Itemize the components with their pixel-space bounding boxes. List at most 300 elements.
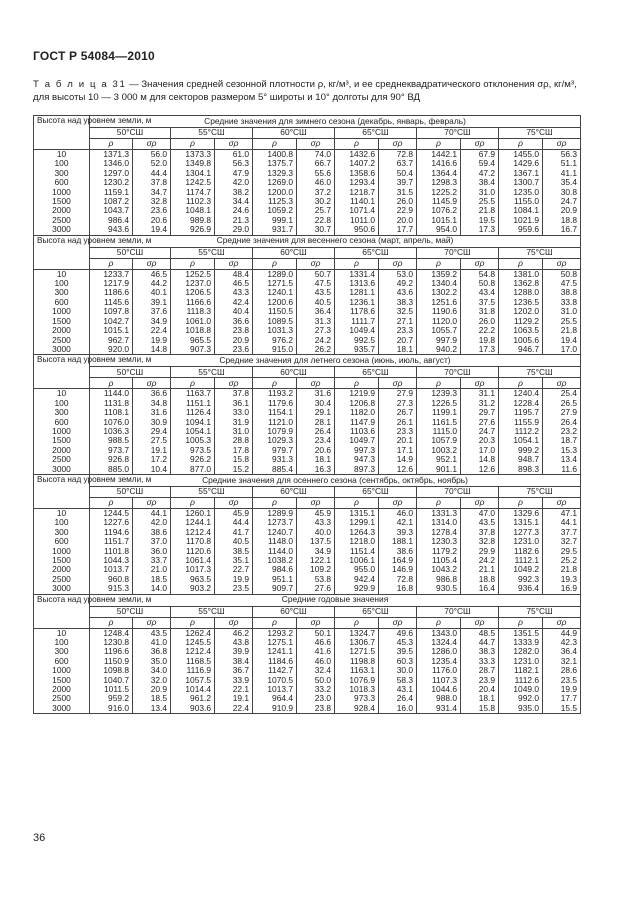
height-cell: 10 (34, 508, 90, 518)
rho-cell: 1286.0 (417, 647, 461, 656)
sigma-cell: 15.8 (461, 704, 499, 714)
sigma-cell: 38.3 (379, 298, 417, 307)
latitude-header: 65°СШ (335, 367, 417, 378)
sigma-cell: 37.0 (133, 537, 171, 546)
sigma-cell: 21.3 (215, 216, 253, 225)
table-row (34, 225, 581, 235)
sigma-cell: 36.6 (133, 389, 171, 399)
rho-cell: 1097.8 (90, 307, 133, 316)
sigma-cell: 38.5 (215, 547, 253, 556)
rho-cell: 1358.6 (335, 169, 379, 178)
rho-cell: 1107.3 (417, 676, 461, 685)
rho-header: ρ (90, 258, 133, 269)
rho-cell: 950.6 (335, 225, 379, 235)
rho-header: ρ (499, 139, 543, 150)
rho-header: ρ (335, 139, 379, 150)
section-title: Средние значения для осеннего сезона (сентябрь, октябрь, ноябрь) (90, 474, 581, 486)
rho-cell: 1245.5 (171, 638, 215, 647)
sigma-cell: 17.2 (133, 455, 171, 464)
latitude-header: 60°СШ (253, 367, 335, 378)
section-title: Средние значения для весеннего сезона (март, апрель, май) (90, 235, 581, 247)
sigma-header: σρ (215, 497, 253, 508)
rho-cell: 1293.4 (335, 178, 379, 187)
rho-cell: 1063.5 (499, 326, 543, 335)
rho-cell: 1176.0 (417, 666, 461, 675)
rho-cell: 1131.8 (90, 399, 133, 408)
section-title-row (34, 355, 581, 367)
rho-cell: 1061.4 (171, 556, 215, 565)
sigma-cell: 37.7 (543, 528, 581, 537)
sigma-cell: 10.4 (133, 465, 171, 475)
sigma-cell: 42.0 (215, 178, 253, 187)
latitude-header: 60°СШ (253, 486, 335, 497)
sigma-cell: 19.5 (461, 216, 499, 225)
rho-cell: 1159.1 (90, 188, 133, 197)
latitude-header: 75°СШ (499, 367, 581, 378)
rho-cell: 979.7 (253, 446, 297, 455)
rho-cell: 1240.4 (499, 389, 543, 399)
sigma-cell: 18.8 (461, 575, 499, 584)
rho-cell: 1329.6 (499, 508, 543, 518)
rho-cell: 929.9 (335, 584, 379, 594)
rho-cell: 1194.6 (90, 528, 133, 537)
sigma-cell: 37.8 (461, 528, 499, 537)
height-cell: 10 (34, 628, 90, 638)
height-cell: 1000 (34, 188, 90, 197)
sigma-cell: 24.2 (297, 336, 335, 345)
rho-header: ρ (499, 378, 543, 389)
sigma-cell: 17.3 (461, 225, 499, 235)
rho-cell: 1200.6 (253, 298, 297, 307)
sigma-cell: 38.4 (215, 657, 253, 666)
sigma-cell: 17.3 (461, 345, 499, 355)
sigma-cell: 17.0 (461, 446, 499, 455)
height-cell: 3000 (34, 704, 90, 714)
sigma-cell: 34.9 (297, 547, 335, 556)
sigma-cell: 31.6 (297, 389, 335, 399)
height-cell: 10 (34, 389, 90, 399)
rho-cell: 1021.9 (499, 216, 543, 225)
latitude-header: 50°СШ (90, 606, 171, 617)
rho-header: ρ (335, 497, 379, 508)
height-cell: 2000 (34, 446, 90, 455)
sigma-cell: 50.8 (543, 269, 581, 279)
sigma-cell: 22.2 (461, 326, 499, 335)
sigma-cell: 27.9 (543, 408, 581, 417)
sigma-cell: 37.5 (461, 298, 499, 307)
sigma-cell: 51.1 (543, 159, 581, 168)
sigma-header: σρ (543, 258, 581, 269)
sigma-header: σρ (461, 139, 499, 150)
rho-header: ρ (335, 617, 379, 628)
rho-cell: 1049.2 (499, 565, 543, 574)
rho-cell: 965.5 (171, 336, 215, 345)
rho-cell: 1184.6 (253, 657, 297, 666)
rho-cell: 1199.1 (417, 408, 461, 417)
rho-cell: 1206.8 (335, 399, 379, 408)
rho-cell: 1182.0 (335, 408, 379, 417)
sigma-cell: 26.7 (379, 408, 417, 417)
rho-cell: 943.6 (90, 225, 133, 235)
sigma-cell: 21.8 (543, 326, 581, 335)
sigma-cell: 41.6 (297, 647, 335, 656)
rho-cell: 1367.1 (499, 169, 543, 178)
sigma-cell: 28.8 (215, 436, 253, 445)
rho-cell: 1273.7 (253, 518, 297, 527)
height-cell: 10 (34, 150, 90, 160)
rho-cell: 885.0 (90, 465, 133, 475)
rho-cell: 959.2 (90, 694, 133, 703)
sigma-cell: 17.8 (215, 446, 253, 455)
height-cell: 600 (34, 418, 90, 427)
rho-cell: 931.3 (253, 455, 297, 464)
rho-cell: 1302.2 (417, 288, 461, 297)
sigma-header: σρ (461, 497, 499, 508)
rho-cell: 1340.4 (417, 279, 461, 288)
rho-cell: 1231.0 (499, 657, 543, 666)
table-row (34, 345, 581, 355)
sigma-cell: 59.4 (461, 159, 499, 168)
symbol-row (34, 378, 581, 389)
rho-header: ρ (417, 258, 461, 269)
height-cell: 300 (34, 528, 90, 537)
sigma-cell: 31.5 (379, 188, 417, 197)
rho-header: ρ (417, 139, 461, 150)
sigma-cell: 34.0 (133, 666, 171, 675)
rho-cell: 1230.3 (417, 537, 461, 546)
rho-cell: 1432.6 (335, 150, 379, 160)
rho-cell: 1235.4 (417, 657, 461, 666)
rho-cell: 1202.0 (499, 307, 543, 316)
rho-cell: 1193.2 (253, 389, 297, 399)
height-cell: 100 (34, 638, 90, 647)
rho-cell: 1144.0 (90, 389, 133, 399)
rho-cell: 992.0 (499, 694, 543, 703)
sigma-cell: 30.8 (543, 188, 581, 197)
sigma-cell: 49.6 (379, 628, 417, 638)
rho-header: ρ (253, 258, 297, 269)
sigma-cell: 15.3 (543, 446, 581, 455)
sigma-header: σρ (133, 497, 171, 508)
height-cell: 100 (34, 279, 90, 288)
sigma-cell: 23.9 (461, 676, 499, 685)
rho-cell: 962.7 (90, 336, 133, 345)
sigma-cell: 21.8 (543, 565, 581, 574)
rho-cell: 1154.1 (253, 408, 297, 417)
latitude-header: 60°СШ (253, 247, 335, 258)
rho-cell: 1126.4 (171, 408, 215, 417)
rho-cell: 1186.6 (90, 288, 133, 297)
rho-cell: 1182.6 (499, 547, 543, 556)
sigma-cell: 35.4 (543, 178, 581, 187)
sigma-cell: 20.0 (379, 216, 417, 225)
rho-cell: 989.8 (171, 216, 215, 225)
rho-cell: 1145.6 (90, 298, 133, 307)
rho-cell: 1042.7 (90, 317, 133, 326)
rho-cell: 1150.5 (253, 307, 297, 316)
rho-cell: 1147.9 (335, 418, 379, 427)
rho-cell: 1120.6 (171, 547, 215, 556)
sigma-header: σρ (379, 378, 417, 389)
sigma-cell: 25.5 (461, 197, 499, 206)
sigma-cell: 16.4 (461, 584, 499, 594)
sigma-cell: 35.1 (215, 556, 253, 565)
rho-cell: 898.3 (499, 465, 543, 475)
rho-cell: 1044.3 (90, 556, 133, 565)
latitude-header: 50°СШ (90, 486, 171, 497)
sigma-cell: 33.0 (215, 408, 253, 417)
sigma-cell: 24.2 (461, 556, 499, 565)
sigma-cell: 32.0 (133, 676, 171, 685)
rho-cell: 1351.5 (499, 628, 543, 638)
sigma-cell: 53.8 (297, 575, 335, 584)
rho-header: ρ (417, 497, 461, 508)
sigma-header: σρ (297, 258, 335, 269)
rho-cell: 877.0 (171, 465, 215, 475)
sigma-cell: 43.3 (297, 518, 335, 527)
rho-cell: 1230.2 (90, 178, 133, 187)
rho-cell: 1049.4 (335, 326, 379, 335)
table-row (34, 704, 581, 714)
sigma-cell: 28.1 (297, 418, 335, 427)
rho-cell: 1206.5 (171, 288, 215, 297)
rho-cell: 1236.1 (335, 298, 379, 307)
latitude-header: 65°СШ (335, 486, 417, 497)
sigma-cell: 18.5 (133, 694, 171, 703)
page-number: 36 (33, 832, 46, 844)
rho-cell: 961.2 (171, 694, 215, 703)
rho-cell: 948.7 (499, 455, 543, 464)
sigma-cell: 43.3 (215, 288, 253, 297)
rho-cell: 1129.2 (499, 317, 543, 326)
rho-cell: 1242.5 (171, 178, 215, 187)
rho-cell: 1145.9 (417, 197, 461, 206)
rho-cell: 1015.1 (90, 326, 133, 335)
sigma-cell: 43.1 (379, 685, 417, 694)
sigma-cell: 23.0 (297, 694, 335, 703)
sigma-cell: 19.4 (133, 225, 171, 235)
rho-cell: 1163.7 (171, 389, 215, 399)
rho-cell: 992.3 (499, 575, 543, 584)
rho-cell: 1235.0 (499, 188, 543, 197)
rho-header: ρ (499, 497, 543, 508)
rho-cell: 1120.0 (417, 317, 461, 326)
sigma-cell: 27.6 (297, 584, 335, 594)
sigma-cell: 22.9 (379, 206, 417, 215)
sigma-cell: 38.6 (133, 528, 171, 537)
caption-line-2: для высоты 10 — 3 000 м для секторов размером 5° широты и 10° долготы для 90° ВД (33, 92, 421, 103)
sigma-cell: 26.4 (543, 418, 581, 427)
sigma-cell: 39.5 (379, 647, 417, 656)
sigma-cell: 50.1 (297, 628, 335, 638)
rho-cell: 946.7 (499, 345, 543, 355)
sigma-cell: 19.4 (543, 336, 581, 345)
rho-header: ρ (417, 617, 461, 628)
sigma-cell: 26.0 (461, 317, 499, 326)
height-cell: 300 (34, 647, 90, 656)
rho-cell: 1101.8 (90, 547, 133, 556)
rho-cell: 959.6 (499, 225, 543, 235)
section-title-row (34, 594, 581, 606)
sigma-cell: 31.0 (543, 307, 581, 316)
sigma-cell: 19.9 (215, 575, 253, 584)
rho-cell: 1190.6 (417, 307, 461, 316)
rho-cell: 1087.2 (90, 197, 133, 206)
rho-cell: 1011.5 (90, 685, 133, 694)
rho-header: ρ (90, 617, 133, 628)
sigma-cell: 41.0 (133, 638, 171, 647)
height-cell: 1500 (34, 676, 90, 685)
sigma-cell: 19.8 (461, 336, 499, 345)
latitude-header: 75°СШ (499, 128, 581, 139)
sigma-cell: 18.1 (379, 345, 417, 355)
sigma-cell: 46.0 (297, 657, 335, 666)
rho-cell: 1103.6 (335, 427, 379, 436)
latitude-header: 50°СШ (90, 367, 171, 378)
rho-header: ρ (253, 617, 297, 628)
rho-cell: 1416.6 (417, 159, 461, 168)
sigma-cell: 21.8 (461, 206, 499, 215)
rho-cell: 1118.3 (171, 307, 215, 316)
sigma-cell: 36.6 (215, 317, 253, 326)
rho-cell: 1297.0 (90, 169, 133, 178)
sigma-cell: 16.0 (379, 704, 417, 714)
rho-cell: 1179.2 (417, 547, 461, 556)
sigma-cell: 26.0 (379, 197, 417, 206)
rho-cell: 1233.7 (90, 269, 133, 279)
rho-cell: 1240.1 (253, 288, 297, 297)
rho-cell: 1049.0 (499, 685, 543, 694)
sigma-cell: 28.6 (543, 666, 581, 675)
rho-cell: 1112.1 (499, 556, 543, 565)
rho-cell: 1017.3 (171, 565, 215, 574)
sigma-cell: 27.1 (379, 317, 417, 326)
rho-cell: 1195.7 (499, 408, 543, 417)
sigma-cell: 67.9 (461, 150, 499, 160)
height-cell: 100 (34, 518, 90, 527)
height-cell: 2500 (34, 336, 90, 345)
sigma-cell: 43.5 (461, 518, 499, 527)
rho-cell: 1239.3 (417, 389, 461, 399)
sigma-header: σρ (379, 139, 417, 150)
sigma-cell: 15.8 (215, 455, 253, 464)
sigma-cell: 24.7 (461, 427, 499, 436)
sigma-cell: 18.7 (543, 436, 581, 445)
sigma-cell: 40.0 (297, 528, 335, 537)
latitude-header: 75°СШ (499, 486, 581, 497)
sigma-header: σρ (379, 497, 417, 508)
sigma-header: σρ (379, 617, 417, 628)
height-cell: 2000 (34, 326, 90, 335)
sigma-header: σρ (215, 617, 253, 628)
sigma-cell: 63.7 (379, 159, 417, 168)
sigma-cell: 48.4 (215, 269, 253, 279)
rho-cell: 1251.6 (417, 298, 461, 307)
latitude-header: 55°СШ (171, 606, 253, 617)
rho-cell: 1155.9 (499, 418, 543, 427)
latitude-header: 75°СШ (499, 247, 581, 258)
rho-cell: 1260.1 (171, 508, 215, 518)
rho-cell: 1013.7 (253, 685, 297, 694)
rho-cell: 1364.4 (417, 169, 461, 178)
latitude-header: 50°СШ (90, 247, 171, 258)
sigma-header: σρ (379, 258, 417, 269)
sigma-cell: 33.2 (297, 685, 335, 694)
sigma-cell: 41.7 (215, 528, 253, 537)
sigma-cell: 56.0 (133, 150, 171, 160)
rho-header: ρ (335, 378, 379, 389)
rho-header: ρ (499, 258, 543, 269)
sigma-cell: 22.4 (215, 704, 253, 714)
sigma-cell: 55.6 (297, 169, 335, 178)
height-cell: 600 (34, 537, 90, 546)
sigma-cell: 38.4 (461, 178, 499, 187)
sigma-cell: 12.6 (379, 465, 417, 475)
sigma-cell: 37.8 (133, 178, 171, 187)
sigma-cell: 23.3 (379, 427, 417, 436)
sigma-cell: 12.6 (461, 465, 499, 475)
rho-cell: 909.7 (253, 584, 297, 594)
rho-cell: 915.0 (253, 345, 297, 355)
sigma-cell: 61.0 (215, 150, 253, 160)
sigma-cell: 21.0 (133, 565, 171, 574)
sigma-cell: 33.9 (215, 676, 253, 685)
rho-cell: 935.7 (335, 345, 379, 355)
latitude-header: 70°СШ (417, 367, 499, 378)
rho-cell: 1400.8 (253, 150, 297, 160)
latitude-row (34, 247, 581, 258)
rho-cell: 901.1 (417, 465, 461, 475)
rho-cell: 1375.7 (253, 159, 297, 168)
sigma-cell: 35.0 (133, 657, 171, 666)
sigma-cell: 188.1 (379, 537, 417, 546)
rho-cell: 1043.7 (90, 206, 133, 215)
rho-cell: 897.3 (335, 465, 379, 475)
sigma-header: σρ (461, 258, 499, 269)
sigma-cell: 43.6 (379, 288, 417, 297)
rho-cell: 1054.1 (499, 436, 543, 445)
height-cell: 100 (34, 159, 90, 168)
sigma-cell: 44.1 (543, 518, 581, 527)
sigma-cell: 24.6 (215, 206, 253, 215)
rho-cell: 1281.1 (335, 288, 379, 297)
sigma-header: σρ (215, 139, 253, 150)
height-cell: 1000 (34, 427, 90, 436)
rho-cell: 1227.6 (90, 518, 133, 527)
rho-cell: 973.7 (90, 446, 133, 455)
height-cell: 3000 (34, 225, 90, 235)
rho-cell: 1084.1 (499, 206, 543, 215)
sigma-cell: 36.7 (215, 666, 253, 675)
sigma-cell: 72.8 (379, 150, 417, 160)
latitude-header: 70°СШ (417, 606, 499, 617)
sigma-cell: 29.9 (461, 547, 499, 556)
rho-cell: 1241.1 (253, 647, 297, 656)
sigma-cell: 34.4 (215, 197, 253, 206)
sigma-cell: 46.5 (215, 279, 253, 288)
sigma-cell: 44.1 (133, 508, 171, 518)
rho-cell: 1300.7 (499, 178, 543, 187)
sigma-cell: 44.4 (133, 169, 171, 178)
sigma-cell: 23.5 (543, 676, 581, 685)
rho-cell: 1038.2 (253, 556, 297, 565)
height-cell: 300 (34, 408, 90, 417)
sigma-cell: 47.1 (543, 508, 581, 518)
rho-cell: 1244.1 (171, 518, 215, 527)
rho-cell: 1381.0 (499, 269, 543, 279)
rho-cell: 936.4 (499, 584, 543, 594)
sigma-cell: 33.7 (133, 556, 171, 565)
